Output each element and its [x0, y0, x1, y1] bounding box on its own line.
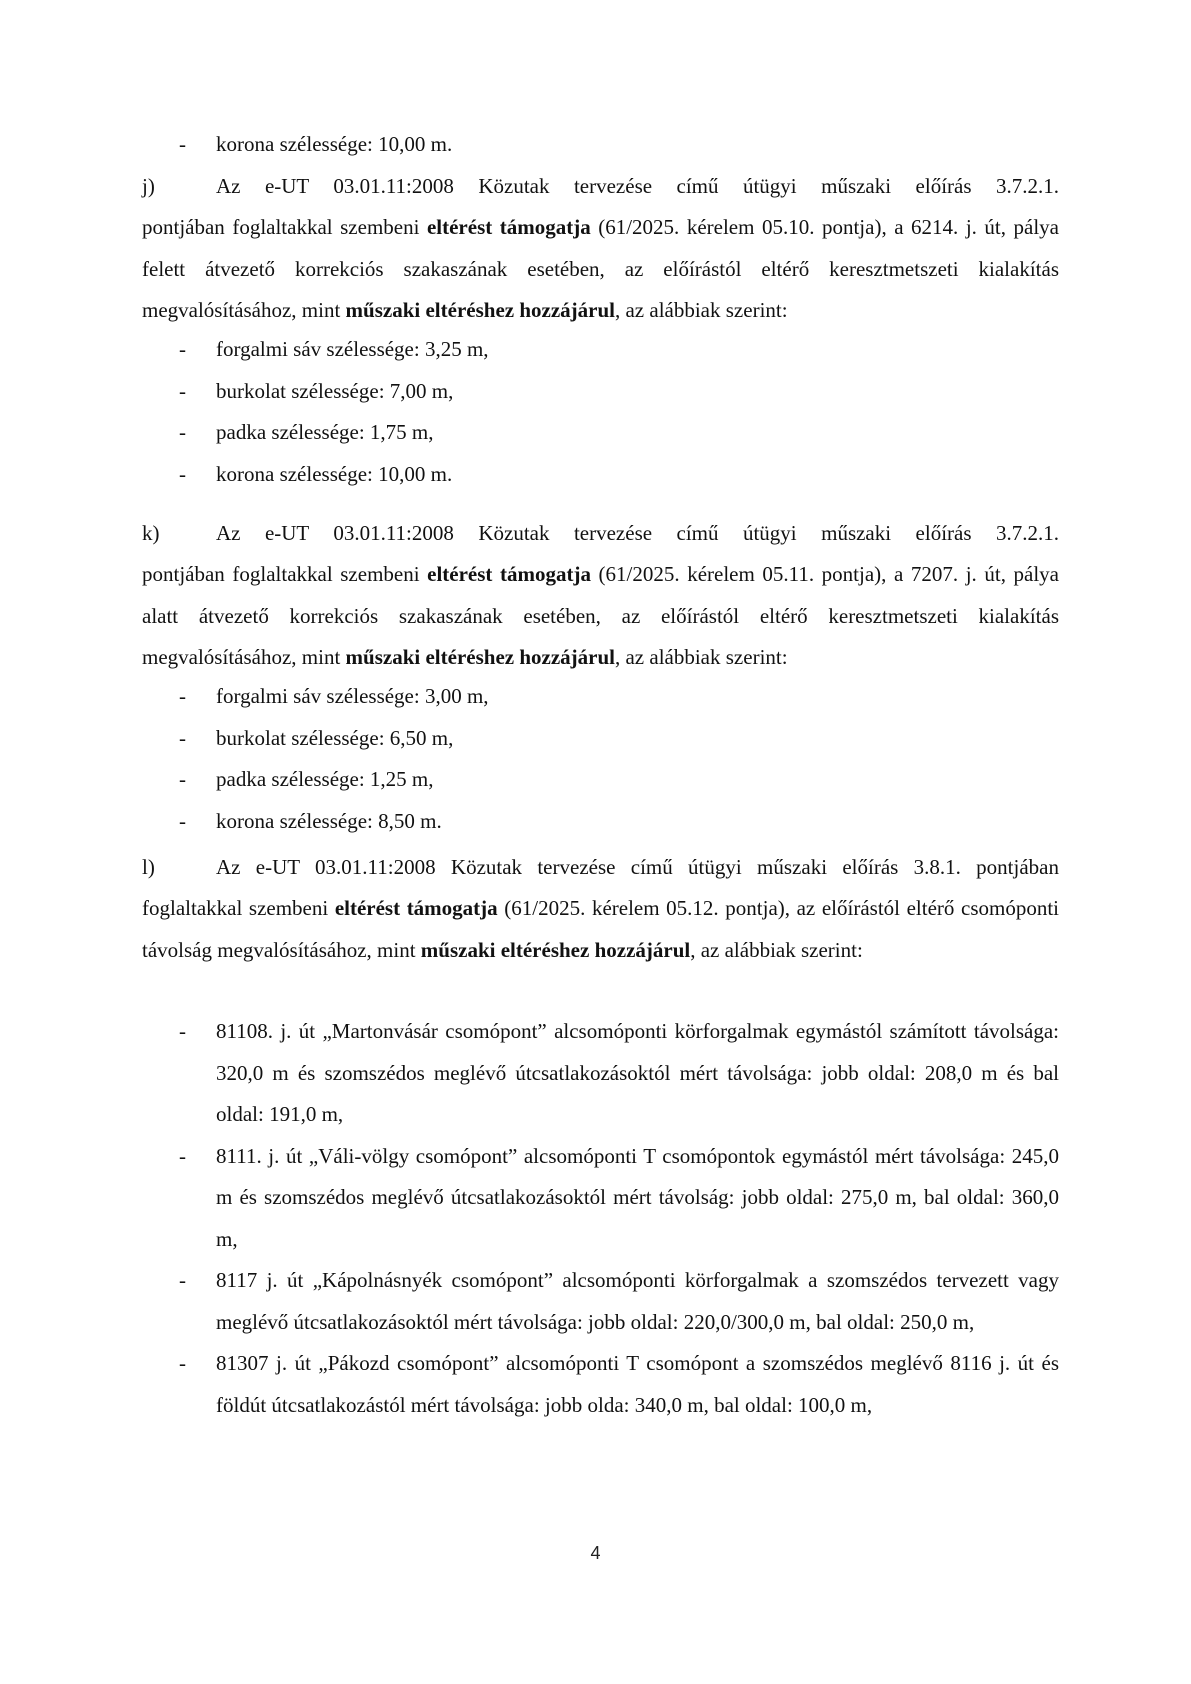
- list-item-text: 81108. j. út „Martonvásár csomópont” alcsomóponti körforgalmak egymástól számított távolsága: 320,0 m és szomszédos meglévő útcsatlakozásoktól mért távolsága: jobb oldal: 208,0 m és bal oldal: 191,0 m,: [216, 1019, 1059, 1126]
- paragraph-text: , az alábbiak szerint:: [614, 645, 788, 669]
- item-first-line: Az e-UT 03.01.11:2008 Közutak tervezése című útügyi műszaki előírás 3.8.1. pontjában: [216, 855, 1059, 879]
- item-l-paragraph: [142, 888, 1059, 971]
- bullet-dash: -: [179, 767, 186, 791]
- bold-phrase: eltérést támogatja: [334, 896, 498, 920]
- list-item: [179, 759, 1059, 801]
- list-item-text: padka szélessége: 1,75 m,: [216, 420, 434, 444]
- list-item: [179, 1136, 1059, 1261]
- paragraph-text: , az alábbiak szerint:: [690, 937, 863, 962]
- bold-phrase: műszaki eltéréshez hozzájárul: [420, 937, 691, 962]
- bold-phrase: eltérést támogatja: [427, 562, 591, 586]
- list-item-text: forgalmi sáv szélessége: 3,00 m,: [216, 684, 489, 708]
- list-item-text: burkolat szélessége: 7,00 m,: [216, 378, 454, 403]
- bullet-dash: -: [179, 1351, 186, 1375]
- paragraph-text: (61/2025. kérelem 05.10. pontja), a 6214. j. út, pálya felett átvezető korrekciós szakaszának esetében, az előírástól eltérő keresztmetszeti kialakítás megvalósításához, mint: [142, 215, 1059, 322]
- paragraph-text: foglaltakkal szembeni: [142, 896, 335, 920]
- list-item-text: burkolat szélessége: 6,50 m,: [216, 725, 454, 750]
- bullet-dash: -: [179, 1268, 186, 1292]
- item-letter: l): [142, 855, 155, 879]
- list-item: [179, 718, 1059, 760]
- item-first-line: Az e-UT 03.01.11:2008 Közutak tervezése című útügyi műszaki előírás 3.7.2.1.: [216, 521, 1059, 545]
- item-l-heading: [142, 847, 1059, 888]
- bullet-dash: -: [179, 132, 186, 156]
- list-item: [179, 124, 1059, 165]
- list-item: [179, 454, 1059, 496]
- list-item-text: 8111. j. út „Váli-völgy csomópont” alcsomóponti T csomópontok egymástól mért távolsága: 245,0 m és szomszédos meglévő útcsatlakozásoktól mért távolság: jobb oldal: 275,0 m, bal oldal: 360,0 m,: [216, 1143, 1059, 1251]
- bold-phrase: eltérést támogatja: [426, 215, 591, 239]
- item-j-paragraph: [142, 207, 1059, 332]
- item-letter: k): [142, 521, 160, 545]
- item-l-list: [179, 1011, 1059, 1426]
- bullet-dash: -: [179, 461, 186, 486]
- list-item-text: 81307 j. út „Pákozd csomópont” alcsomóponti T csomópont a szomszédos meglévő 8116 j. út és földút útcsatlakozástól mért távolsága: jobb olda: 340,0 m, bal oldal: 100,0 m,: [216, 1351, 1059, 1417]
- page-number: 4: [590, 1543, 601, 1563]
- list-item-text: korona szélessége: 10,00 m.: [216, 132, 453, 156]
- item-k-heading: [142, 513, 1059, 554]
- list-item: [179, 371, 1059, 413]
- bullet-dash: -: [179, 725, 186, 750]
- paragraph-text: , az alábbiak szerint:: [614, 298, 788, 322]
- item-k-paragraph: [142, 554, 1059, 679]
- list-item: [179, 1011, 1059, 1136]
- bullet-dash: -: [179, 378, 186, 403]
- list-item: [179, 412, 1059, 454]
- list-item-text: korona szélessége: 8,50 m.: [216, 808, 442, 833]
- item-k-list: [179, 676, 1059, 842]
- bullet-dash: -: [179, 684, 186, 708]
- list-item: [179, 1343, 1059, 1426]
- bullet-dash: -: [179, 337, 186, 361]
- item-first-line: Az e-UT 03.01.11:2008 Közutak tervezése című útügyi műszaki előírás 3.7.2.1.: [216, 174, 1059, 198]
- list-item-text: 8117 j. út „Kápolnásnyék csomópont” alcsomóponti körforgalmak a szomszédos tervezett vagy meglévő útcsatlakozásoktól mért távolsága: jobb oldal: 220,0/300,0 m, bal oldal: 250,0 m,: [216, 1268, 1059, 1334]
- item-letter: j): [142, 174, 155, 198]
- paragraph-text: pontjában foglaltakkal szembeni: [142, 215, 427, 239]
- item-j-list: [179, 329, 1059, 495]
- bullet-dash: -: [179, 1019, 186, 1043]
- list-item: [179, 1260, 1059, 1343]
- item-j-heading: [142, 166, 1059, 207]
- bold-phrase: műszaki eltéréshez hozzájárul: [345, 645, 615, 669]
- list-item-text: forgalmi sáv szélessége: 3,25 m,: [216, 337, 489, 361]
- list-item: [179, 676, 1059, 718]
- paragraph-text: (61/2025. kérelem 05.11. pontja), a 7207. j. út, pálya alatt átvezető korrekciós szakaszának esetében, az előírástól eltérő keresztmetszeti kialakítás megvalósításához, mint: [142, 562, 1060, 669]
- paragraph-text: pontjában foglaltakkal szembeni: [142, 562, 428, 586]
- list-item-text: padka szélessége: 1,25 m,: [216, 767, 434, 791]
- bullet-dash: -: [179, 1143, 186, 1168]
- bullet-dash: -: [179, 420, 186, 444]
- paragraph-text: (61/2025. kérelem 05.12. pontja), az előírástól eltérő csomóponti távolság megvalósításához, mint: [142, 896, 1060, 962]
- list-item: [179, 801, 1059, 843]
- list-item: [179, 329, 1059, 371]
- bullet-dash: -: [179, 808, 186, 833]
- bold-phrase: műszaki eltéréshez hozzájárul: [345, 298, 615, 322]
- list-item-text: korona szélessége: 10,00 m.: [216, 461, 453, 486]
